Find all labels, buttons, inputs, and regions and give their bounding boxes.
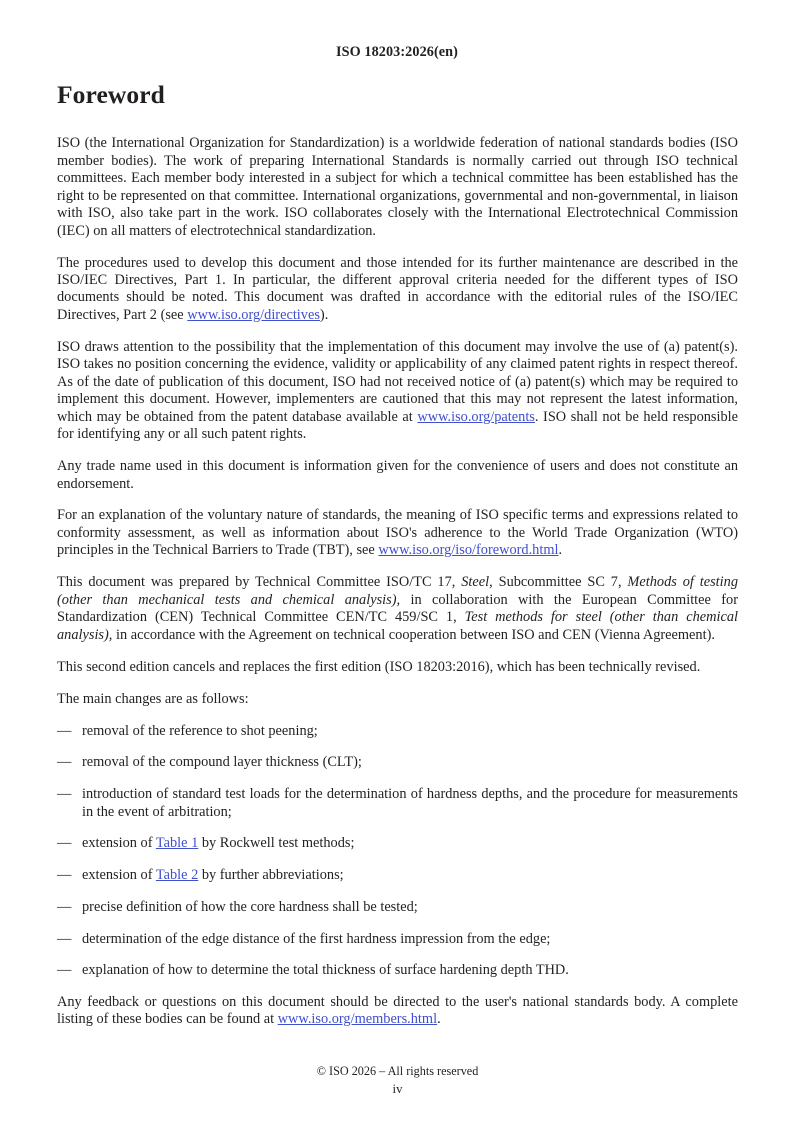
dash-marker: — [57, 835, 72, 852]
footer-copyright: © ISO 2026 – All rights reserved [316, 1064, 479, 1078]
list-item-label: removal of the reference to shot peening; [82, 722, 318, 739]
paragraph-procedures [57, 255, 738, 325]
list-item-label: removal of the compound layer thickness (CLT); [82, 754, 362, 771]
list-item [57, 754, 738, 771]
dash-marker: — [57, 754, 72, 771]
link-table-1[interactable]: Table 1 [155, 835, 199, 852]
dash-marker: — [57, 722, 72, 739]
document-content [57, 80, 738, 1029]
list-item [57, 899, 738, 916]
link-iso-directives[interactable]: www.iso.org/directives [187, 306, 320, 323]
paragraph-iso-federation: ISO (the International Organization for Standardization) is a worldwide federation of national standards bodies (ISO member bodies). The work of preparing International Standards is normally carried out through ISO technical committees. Each member body interested in a subject for which a technical committee has been established has the right to be represented on that committee. International organizations, governmental and non-governmental, in liaison with ISO, also take part in the work. ISO collaborates closely with the International Electrotechnical Commission (IEC) on all matters of electrotechnical standardization. [57, 135, 738, 239]
list-item [57, 723, 738, 740]
tc-segment-1: This document was prepared by Technical Committee ISO/TC 17, [57, 574, 462, 591]
paragraph-voluntary-text-after: . [558, 542, 563, 559]
paragraph-main-changes-intro: The main changes are as follows: [57, 690, 249, 707]
paragraph-voluntary-nature [57, 507, 738, 559]
list-item [57, 786, 738, 821]
list-item-text-before: extension of [82, 835, 156, 852]
dash-marker: — [57, 898, 72, 915]
paragraph-procedures-text-before: The procedures used to develop this document and those intended for its further maintenance are described in the ISO/IEC Directives, Part 1. In particular, the different approval criteria needed for the different types of ISO documents should be noted. This document was drafted in accordance with the editorial rules of the ISO/IEC Directives, Part 2 (see [57, 254, 738, 323]
running-head: ISO 18203:2026(en) [336, 44, 458, 60]
dash-marker: — [57, 867, 72, 883]
link-iso-members[interactable]: www.iso.org/members.html [277, 1011, 438, 1028]
dash-marker: — [57, 786, 72, 803]
paragraph-patents [57, 339, 738, 444]
tc-subcommittee-title: Methods of testing (other than mechanical tests and chemical analysis), [57, 574, 738, 608]
list-item-text-after: by further abbreviations; [198, 867, 344, 883]
tc-segment-2: , Subcommittee SC 7, [489, 574, 628, 591]
list-item [57, 962, 738, 979]
dash-marker: — [57, 962, 72, 979]
list-item [57, 835, 738, 852]
paragraph-patents-text-after: . ISO shall not be held responsible for identifying any or all such patent rights. [57, 408, 739, 443]
list-item [57, 931, 738, 948]
dash-marker: — [57, 930, 72, 947]
list-item-label: introduction of standard test loads for the determination of hardness depths, and the procedure for measurements in the event of arbitration; [82, 786, 738, 820]
link-table-2[interactable]: Table 2 [155, 867, 199, 883]
link-iso-foreword[interactable]: www.iso.org/iso/foreword.html [378, 542, 559, 559]
list-item-text-before: extension of [82, 867, 156, 883]
list-item-text-after: by Rockwell test methods; [198, 835, 355, 852]
paragraph-patents-text-before: ISO draws attention to the possibility that the implementation of this document may involve the use of (a) patent(s). ISO takes no position concerning the evidence, validity or applicability of any claimed patent rights in respect thereof. As of the date of publication of this document, ISO had not received notice of (a) patent(s) which may be required to implement this document. However, implementers are cautioned that this may not represent the latest information, which may be obtained from the patent database available at [57, 338, 738, 425]
paragraph-feedback-text-before: Any feedback or questions on this document should be directed to the user's national standards body. A complete listing of these bodies can be found at [57, 994, 738, 1028]
paragraph-second-edition: This second edition cancels and replaces the first edition (ISO 18203:2016), which has been technically revised. [57, 658, 701, 675]
changes-list [57, 723, 738, 980]
paragraph-trade-name: Any trade name used in this document is information given for the convenience of users and does not constitute an endorsement. [57, 458, 738, 492]
cen-subcommittee-title: Test methods for steel (other than chemical analysis), [57, 609, 738, 643]
list-item-label: explanation of how to determine the total thickness of surface hardening depth THD. [82, 962, 569, 979]
list-item-label: precise definition of how the core hardness shall be tested; [82, 898, 418, 915]
paragraph-procedures-text-after: ). [319, 306, 329, 323]
paragraph-feedback [57, 994, 738, 1029]
tc-segment-4: in accordance with the Agreement on technical cooperation between ISO and CEN (Vienna Agreement). [112, 626, 715, 643]
list-item [57, 867, 738, 884]
footer-page-number: iv [392, 1082, 403, 1096]
paragraph-technical-committee [57, 574, 738, 644]
list-item-label: determination of the edge distance of the first hardness impression from the edge; [82, 930, 551, 947]
tc-segment-3: in collaboration with the European Committee for Standardization (CEN) Technical Committee CEN/TC 459/SC 1, [57, 591, 738, 626]
link-iso-patents[interactable]: www.iso.org/patents [417, 408, 535, 425]
tc-committee-name-steel: Steel [461, 574, 490, 591]
paragraph-voluntary-text-before: For an explanation of the voluntary nature of standards, the meaning of ISO specific terms and expressions related to conformity assessment, as well as information about ISO's adherence to the World Trade Organization (WTO) principles in the Technical Barriers to Trade (TBT), see [57, 507, 738, 559]
paragraph-feedback-text-after: . [437, 1011, 441, 1028]
page-title: Foreword [57, 80, 165, 109]
